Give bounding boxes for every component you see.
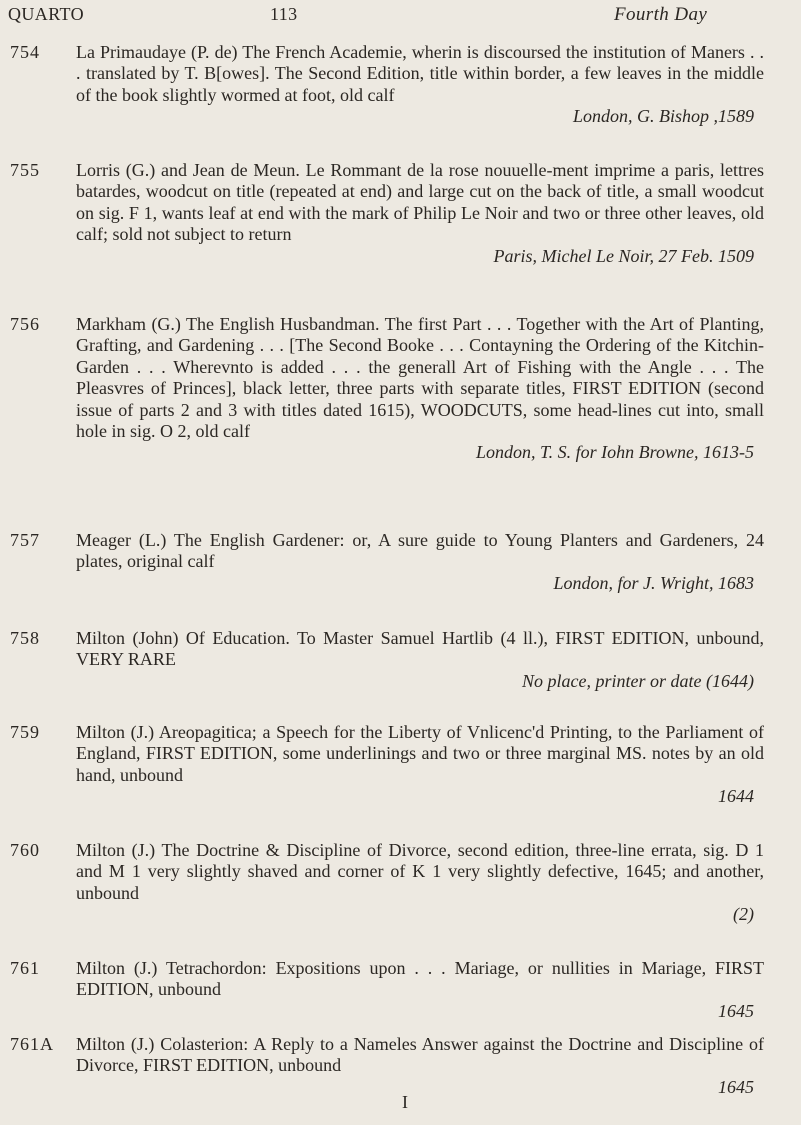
lot-number: 757 [10,530,40,550]
lot-imprint: 1645 [718,1076,754,1097]
signature-mark: I [402,1092,408,1112]
lot-description [76,958,764,1022]
lot-number: 761A [10,1034,54,1054]
lot-body: Milton (J.) Tetrachordon: Expositions upon . . . Mariage, or nullities in Mariage, FIRST EDITION, unbound [76,958,764,1000]
lot-imprint: 1644 [718,786,754,807]
lot-description [76,314,764,464]
lot-body: Milton (J.) Areopagitica; a Speech for the Liberty of Vnlicenc'd Printing, to the Parliament of England, FIRST EDITION, some underlinings and two or three marginal MS. notes by an old hand, unbound [76,722,764,785]
lot-number: 761 [10,958,40,978]
lot-description [76,530,764,594]
lot-imprint: London, for J. Wright, 1683 [553,572,754,593]
page-number: 113 [270,4,298,24]
lot-body: Lorris (G.) and Jean de Meun. Le Rommant de la rose nouuelle-ment imprime a paris, lettres batardes, woodcut on title (repeated at end) and large cut on the back of title, a small woodcut on sig. F 1, wants leaf at end with the mark of Philip Le Noir and two or three other leaves, old calf; sold not subject to return [76,160,764,245]
lot-imprint: Paris, Michel Le Noir, 27 Feb. 1509 [493,245,754,266]
lot-number: 759 [10,722,40,742]
lot-body: Markham (G.) The English Husbandman. The first Part . . . Together with the Art of Planting, Grafting, and Gardening . . . [The Second Booke . . . Contayning the Ordering of the Kitchin-Garden . . . Wherevnto is added . . . the generall Art of Fishing with the Angle . . . The Pleasvres of Princes], black letter, three parts with separate titles, FIRST EDITION (second issue of parts 2 and 3 with titles dated 1615), WOODCUTS, some head-lines cut into, small hole in sig. O 2, old calf [76,314,764,442]
lot-number: 755 [10,160,40,180]
section-title: QUARTO [8,4,84,24]
lot-description [76,42,764,128]
lot-body: La Primaudaye (P. de) The French Academie, wherin is discoursed the institution of Maners . . . translated by T. B[owes]. The Second Edition, title within border, a few leaves in the middle of the book slightly wormed at foot, old calf [76,42,764,105]
sale-day: Fourth Day [614,4,708,25]
lot-number: 758 [10,628,40,648]
lot-number: 756 [10,314,40,334]
lot-imprint: London, T. S. for Iohn Browne, 1613-5 [475,442,754,463]
lot-description [76,1034,764,1098]
lot-number: 754 [10,42,40,62]
lot-body: Milton (J.) Colasterion: A Reply to a Nameles Answer against the Doctrine and Discipline of Divorce, FIRST EDITION, unbound [76,1034,764,1076]
lot-imprint: No place, printer or date (1644) [522,670,754,691]
lot-description [76,840,764,926]
lot-body: Milton (John) Of Education. To Master Samuel Hartlib (4 ll.), FIRST EDITION, unbound, VERY RARE [76,628,764,670]
lot-body: Meager (L.) The English Gardener: or, A sure guide to Young Planters and Gardeners, 24 plates, original calf [76,530,764,572]
lot-description [76,160,764,267]
lot-description [76,628,764,692]
lot-description [76,722,764,808]
lot-number: 760 [10,840,40,860]
running-header [8,4,768,30]
lot-imprint: 1645 [718,1000,754,1021]
lot-imprint: London, G. Bishop ,1589 [572,106,754,127]
lot-body: Milton (J.) The Doctrine & Discipline of Divorce, second edition, three-line errata, sig. D 1 and M 1 very slightly shaved and corner of K 1 very slightly defective, 1645; and another, unbound [76,840,764,903]
lot-imprint: (2) [733,904,754,925]
